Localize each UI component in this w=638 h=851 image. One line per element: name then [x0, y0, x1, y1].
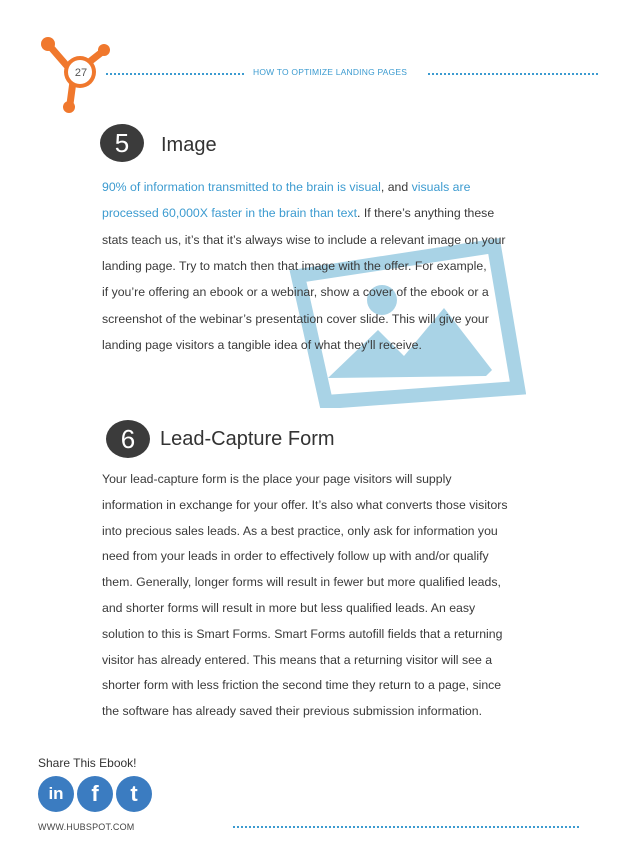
text-run: stats teach us, it’s that it’s always wise to include a relevant image on your [102, 232, 506, 247]
facebook-icon[interactable]: f [77, 776, 113, 812]
text-run: screenshot of the webinar’s presentation cover slide. This will give your [102, 311, 489, 326]
section-5-line [102, 311, 489, 327]
page-number: 27 [74, 67, 88, 79]
header-title: HOW TO OPTIMIZE LANDING PAGES [253, 67, 408, 77]
header-divider-left [106, 73, 244, 75]
section-6-line: need from your leads in order to effectively follow up with and/or qualify [102, 549, 489, 564]
section-6-line: solution to this is Smart Forms. Smart Forms autofill fields that a returning [102, 626, 503, 641]
text-run: landing page visitors a tangible idea of what they’ll receive. [102, 337, 422, 352]
section-6-line: into precious sales leads. As a best practice, only ask for information you [102, 523, 498, 538]
section-5-line [102, 258, 487, 274]
section-6-line: information in exchange for your offer. It’s also what converts those visitors [102, 497, 508, 512]
section-6-line: shorter form with less friction the second time they return to a page, since [102, 678, 502, 693]
section-5-title: Image [161, 134, 217, 156]
twitter-icon[interactable]: t [116, 776, 152, 812]
section-6-line: the software has already saved their previous submission information. [102, 704, 483, 719]
text-run: . If there’s anything these [356, 206, 495, 221]
section-5-line [102, 337, 422, 353]
section-5-line [102, 205, 494, 221]
section-5-line [102, 284, 489, 300]
stat-link[interactable]: visuals are [411, 180, 471, 194]
stat-link[interactable]: 90% of information transmitted to the brain is visual [102, 180, 381, 194]
text-run: if you’re offering an ebook or a webinar, show a cover of the ebook or a [102, 285, 489, 300]
section-6-line: and shorter forms will result in more but less qualified leads. An easy [102, 601, 476, 615]
section-6-line: Your lead-capture form is the place your page visitors will supply [102, 472, 452, 486]
section-6-title: Lead-Capture Form [160, 428, 335, 450]
text-run: , and [380, 180, 412, 194]
text-run: landing page. Try to match then that image with the offer. For example, [102, 258, 487, 273]
linkedin-icon[interactable]: in [38, 776, 74, 812]
stat-link[interactable]: processed 60,000X faster in the brain than text [102, 206, 357, 221]
section-5-number: 5 [100, 124, 144, 162]
section-6-number: 6 [106, 420, 150, 458]
section-5-line [102, 179, 470, 195]
header-divider-right [428, 73, 598, 75]
section-6-line: them. Generally, longer forms will result in fewer but more qualified leads, [102, 575, 501, 590]
website-url[interactable]: WWW.HUBSPOT.COM [38, 822, 135, 832]
footer-divider [233, 826, 579, 828]
section-5-line [102, 232, 506, 248]
section-6-line: visitor has already entered. This means that a returning visitor will see a [102, 652, 493, 667]
share-label: Share This Ebook! [38, 756, 137, 770]
